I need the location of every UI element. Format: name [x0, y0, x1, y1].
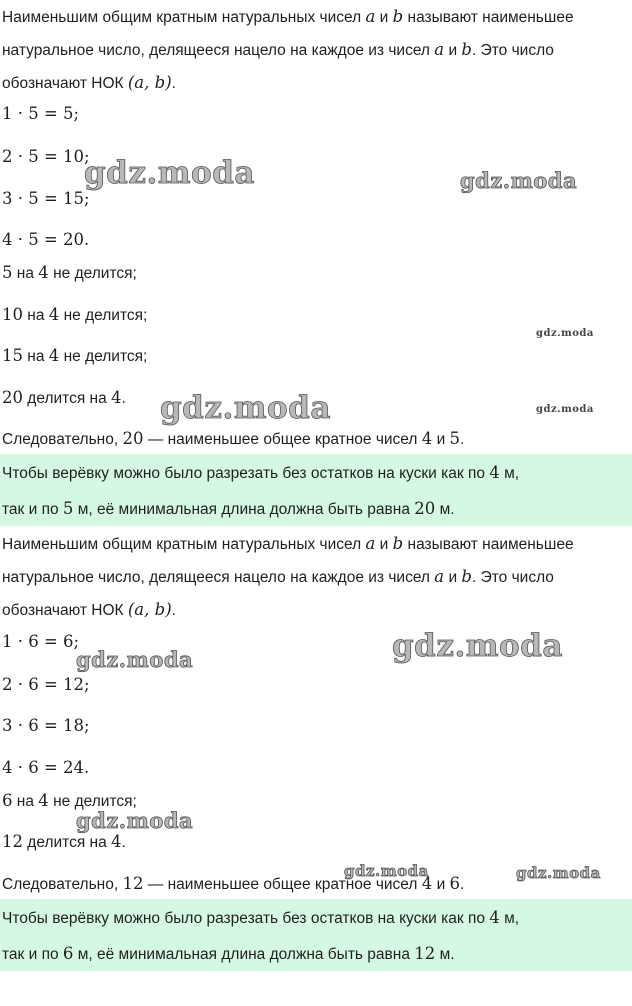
check-line-2: 10 на 4 не делится; [2, 305, 148, 324]
answer-line-1: Чтобы верёвку можно было разрезать без остатков на куски как по 4 м, [2, 908, 520, 927]
multiple-line-2: 2 · 6 = 12; [2, 675, 90, 694]
definition-line-2: натуральное число, делящееся нацело на каждое из чисел a и b. Это число [2, 567, 554, 586]
check-line-2: 12 делится на 4. [2, 832, 126, 851]
definition-line-3: обозначают НОК (a, b). [2, 73, 176, 92]
watermark: gdz.moda [344, 862, 429, 880]
watermark: gdz.moda [160, 390, 331, 426]
check-line-4: 20 делится на 4. [2, 388, 126, 407]
multiple-line-4: 4 · 6 = 24. [2, 758, 90, 777]
check-line-3: 15 на 4 не делится; [2, 346, 148, 365]
multiple-line-4: 4 · 5 = 20. [2, 230, 90, 249]
watermark: gdz.moda [536, 404, 594, 415]
watermark: gdz.moda [84, 155, 255, 191]
definition-line-2: натуральное число, делящееся нацело на каждое из чисел a и b. Это число [2, 40, 554, 59]
check-line-1: 5 на 4 не делится; [2, 263, 137, 282]
multiple-line-3: 3 · 6 = 18; [2, 716, 90, 735]
multiple-line-2: 2 · 5 = 10; [2, 147, 90, 166]
answer-line-2: так и по 5 м, её минимальная длина должна быть равна 20 м. [2, 499, 455, 518]
conclusion-line: Следовательно, 20 — наименьшее общее кратное чисел 4 и 5. [2, 429, 465, 448]
definition-line-3: обозначают НОК (a, b). [2, 600, 176, 619]
watermark: gdz.moda [392, 628, 563, 664]
watermark: gdz.moda [516, 864, 601, 882]
watermark: gdz.moda [536, 328, 594, 339]
answer-line-2: так и по 6 м, её минимальная длина должна быть равна 12 м. [2, 944, 455, 963]
watermark: gdz.moda [76, 808, 194, 833]
definition-line-1: Наименьшим общим кратным натуральных чисел a и b называют наименьшее [2, 7, 574, 26]
check-line-1: 6 на 4 не делится; [2, 791, 137, 810]
watermark: gdz.moda [76, 647, 194, 672]
conclusion-line: Следовательно, 12 — наименьшее общее кратное чисел 4 и 6. [2, 874, 465, 893]
answer-line-1: Чтобы верёвку можно было разрезать без остатков на куски как по 4 м, [2, 463, 520, 482]
definition-line-1: Наименьшим общим кратным натуральных чисел a и b называют наименьшее [2, 534, 574, 553]
multiple-line-1: 1 · 6 = 6; [2, 632, 80, 651]
watermark: gdz.moda [460, 168, 578, 193]
multiple-line-3: 3 · 5 = 15; [2, 189, 90, 208]
multiple-line-1: 1 · 5 = 5; [2, 104, 80, 123]
